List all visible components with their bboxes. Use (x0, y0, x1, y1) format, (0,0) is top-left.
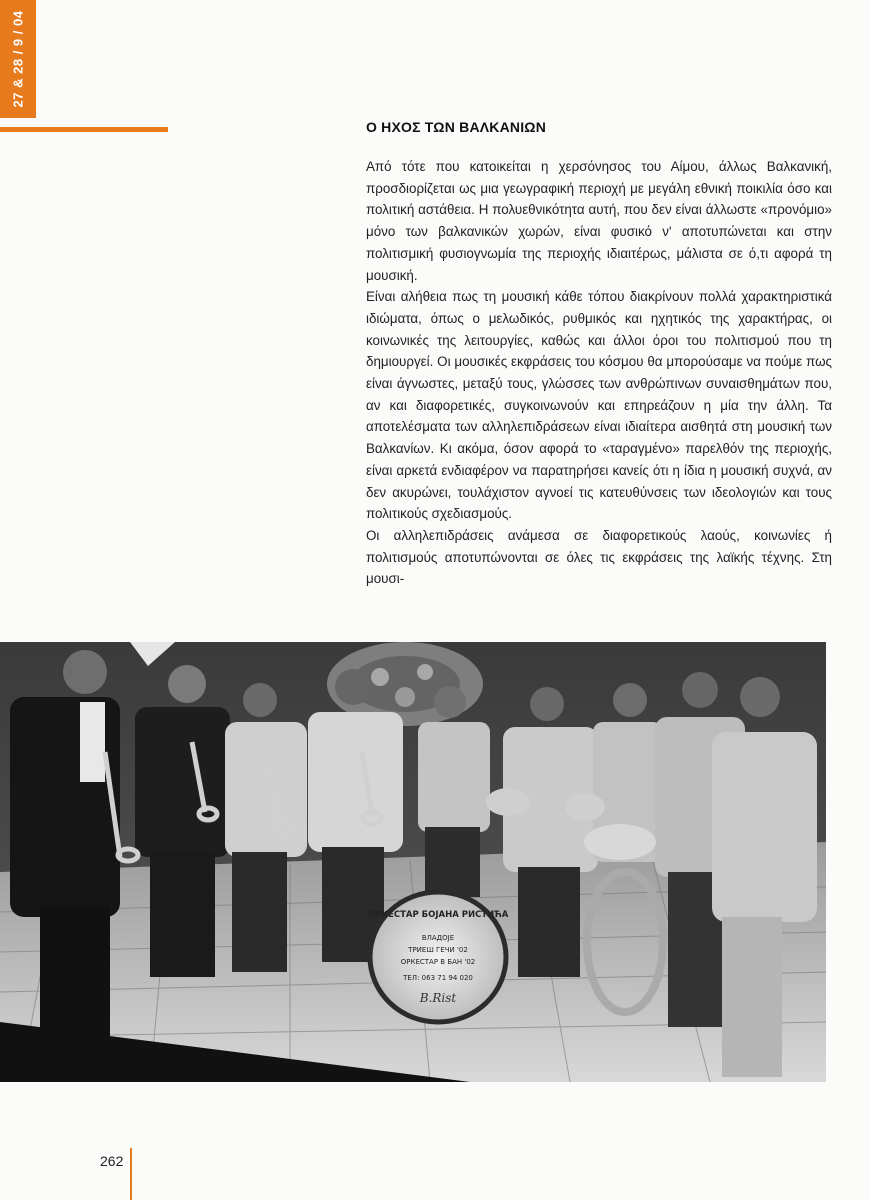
drum-signature: B.Rist (419, 991, 457, 1005)
article-paragraph: Είναι αλήθεια πως τη μουσική κάθε τόπου διακρίνουν πολλά χαρακτηριστικά ιδιώματα, όπως ο μελωδικός, ρυθμικός και ηχητικός της χαρακτήρας, οι κοινωνικές της λειτουργίες, καθώς και άλλοι όροι του πολιτισμού που τη δημιουργεί. Οι μουσικές εκφράσεις του κόσμου θα μπορούσαμε να πούμε πως είναι άγνωστες, μεταξύ τους, γλώσσες των ανθρώπινων συναισθημάτων που, αν και διαφορετικές, συγκοινωνούν και επηρεάζουν η μία την άλλη. Τα αποτελέσματα των αλληλεπιδράσεων είναι ιδιαίτερα αισθητά στη μουσική των Βαλκανίων. Κι ακόμα, όσον αφορά το «ταραγμένο» παρελθόν της περιοχής, είναι αρκετά ενδιαφέρον να παρατηρήσει κανείς ότι η ίδια η μουσική συχνά, αν δεν ακυρώνει, τουλάχιστον αγνοεί τις κατευθύνσεις των ιδεολογιών και τους πολιτικούς σχεδιασμούς. (366, 289, 832, 522)
page-number-rule (130, 1148, 132, 1200)
drum-line: ОРКЕСТАР В БАН '02 (400, 958, 476, 966)
page-number: 262 (100, 1153, 124, 1169)
article-paragraph: Οι αλληλεπιδράσεις ανάμεσα σε διαφορετικούς λαούς, κοινωνίες ή πολιτισμούς αποτυπώνονται σε όλες τις εκφράσεις της λαϊκής τέχνης. Στη μουσι- (366, 527, 832, 587)
article-paragraph: Από τότε που κατοικείται η χερσόνησος του Αίμου, άλλως Βαλκανική, προσδιορίζεται ως μια γεωγραφική περιοχή με μεγάλη εθνική ποικιλία όσο και πολιτική αστάθεια. Η πολυεθνικότητα αυτή, που δεν είναι άλλωστε «προνόμιο» μόνο των βαλκανικών χωρών, είναι φυσικό ν' αποτυπώνεται και στην πολιτισμική φυσιογνωμία της περιοχής ιδιαιτέρως, μάλιστα σε ό,τι αφορά τη μουσική. (366, 159, 832, 283)
header-rule (0, 127, 168, 132)
bass-drum (368, 892, 509, 1022)
drum-line: ВЛАДОЈЕ (421, 934, 455, 942)
drum-line: ТЕЛ: 063 71 94 020 (403, 974, 473, 982)
brass-band-photo (0, 642, 826, 1082)
article (366, 119, 832, 590)
drum-line: ОРКЕСТАР БОЈАНА РИСТИЋА (367, 910, 509, 920)
issue-date-label: 27 & 28 / 9 / 04 (10, 10, 26, 108)
article-body (366, 156, 832, 590)
article-title: Ο ΗΧΟΣ ΤΩΝ ΒΑΛΚΑΝΙΩΝ (366, 119, 547, 135)
drum-line: ТРИЕШ ГЕЧИ '02 (408, 946, 468, 954)
issue-date-tab (0, 0, 36, 118)
